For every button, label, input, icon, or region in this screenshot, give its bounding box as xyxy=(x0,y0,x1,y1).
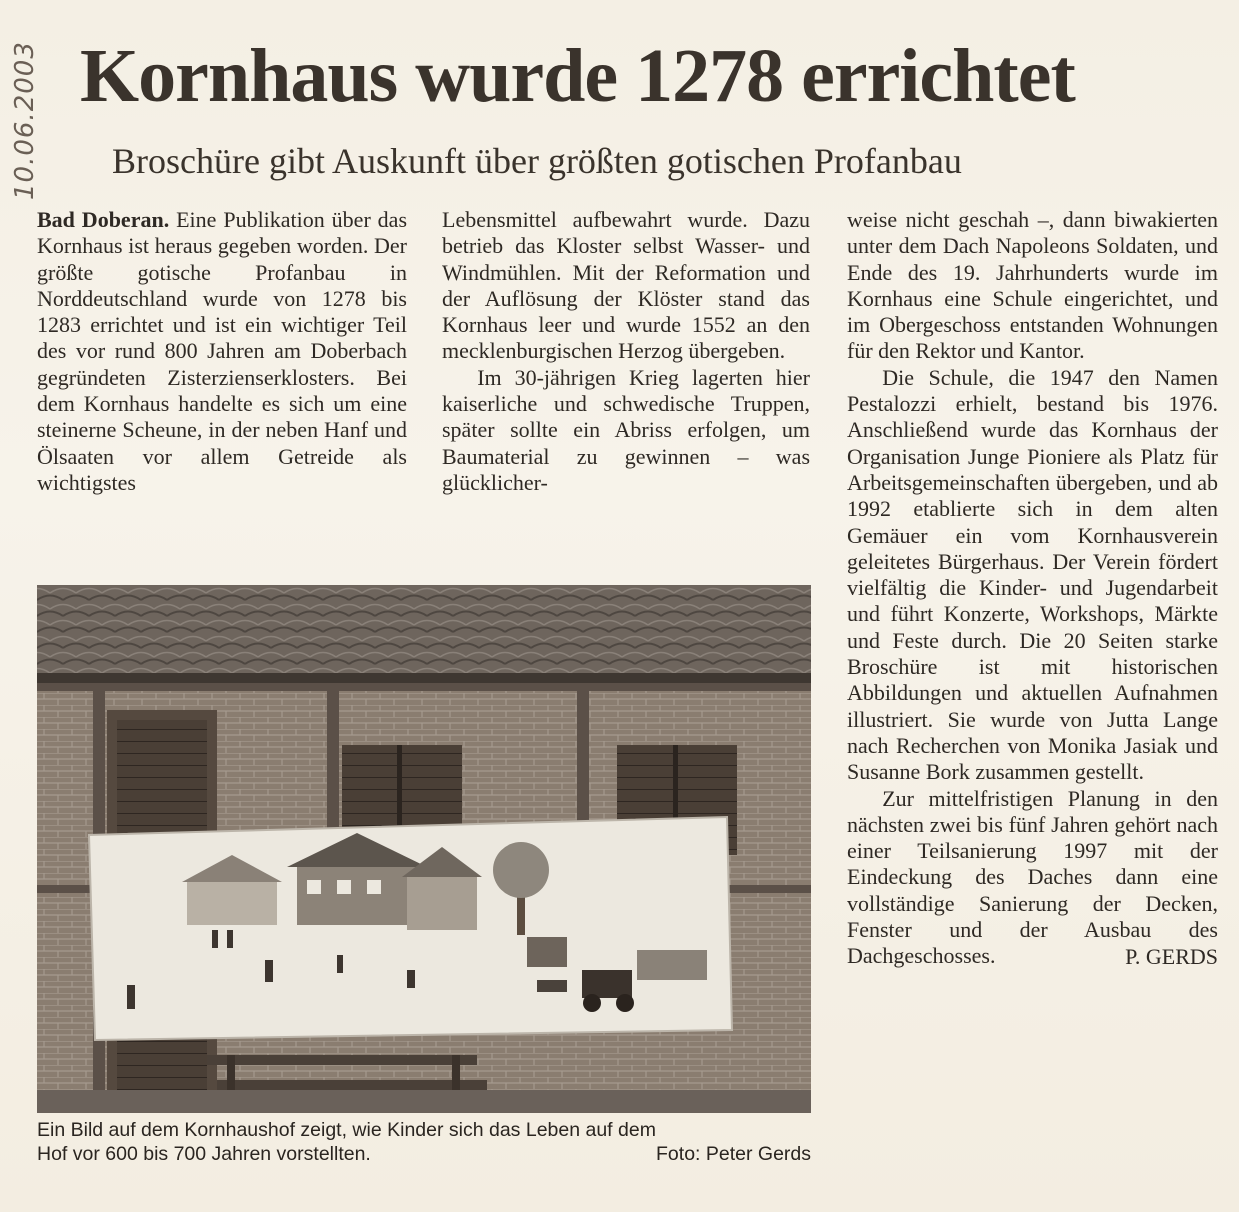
article-paragraph: Die Schule, die 1947 den Namen Pestalozzi erhielt, bestand bis 1976. Anschließend wurde das Kornhaus der Organisation Junge Pioniere als Platz für Arbeitsgemeinschaften übergeben, und ab 1992 etablierte sich in dem alten Gemäuer ein vom Kornhausverein geleitetes Bürgerhaus. Der Verein fördert vielfältig die Kinder- und Jugendarbeit und führt Konzerte, Workshops, Märkte und Feste durch. Die 20 Seiten starke Broschüre ist mit historischen Abbildungen und aktuellen Aufnahmen illustriert. Sie wurde von Jutta Lange nach Recherchen von Monika Jasiak und Susanne Bork zusammen gestellt. xyxy=(847,364,1218,785)
headline: Kornhaus wurde 1278 errichtet xyxy=(80,34,1075,118)
author-byline: P. GERDS xyxy=(1125,943,1218,969)
article-paragraph: Zur mittelfristigen Planung in den nächsten zwei bis fünf Jahren gehört nach einer Teilsanierung 1997 mit der Eindeckung des Daches dann eine vollständige Sanierung der Decken, Fenster und der Ausbau des Dachgeschosses. xyxy=(847,785,1218,969)
photo-illustration xyxy=(37,585,811,1113)
dateline: Bad Doberan. xyxy=(37,207,170,232)
article-column-2 xyxy=(442,207,810,496)
caption-line: Hof vor 600 bis 700 Jahren vorstellten. xyxy=(37,1143,371,1165)
article-paragraph: weise nicht geschah –, dann biwakierten unter dem Dach Napoleons Soldaten, und Ende des 19. Jahrhunderts wurde im Kornhaus eine Schule eingerichtet, und im Obergeschoss entstanden Wohnungen für den Rektor und Kantor. xyxy=(847,207,1218,364)
article-paragraph: Lebensmittel aufbewahrt wurde. Dazu betrieb das Kloster selbst Wasser- und Windmühlen. Mit der Reformation und der Auflösung der Klöster stand das Kornhaus leer und wurde 1552 an den mecklenburgischen Herzog übergeben. xyxy=(442,207,810,364)
handwritten-date: 10.06.2003 xyxy=(10,41,40,200)
article-column-3 xyxy=(847,207,1218,970)
paragraph-text: Eine Publikation über das Kornhaus ist heraus gegeben worden. Der größte gotische Profanbau in Norddeutschland wurde von 1278 bis 1283 errichtet und ist ein wichtiger Teil des vor rund 800 Jahren am Doberbach gegründeten Zisterzienserklosters. Bei dem Kornhaus handelte es sich um eine steinerne Scheune, in der neben Hanf und Ölsaaten vor allem Getreide als wichtigstes xyxy=(37,207,408,495)
article-paragraph: Im 30-jährigen Krieg lagerten hier kaiserliche und schwedische Truppen, später sollte ein Abriss erfolgen, um Baumaterial zu gewinnen – was glücklicher- xyxy=(442,364,810,495)
article-paragraph xyxy=(37,207,407,496)
subheadline: Broschüre gibt Auskunft über größten gotischen Profanbau xyxy=(112,141,962,181)
article-column-1 xyxy=(37,207,407,496)
photo-credit: Foto: Peter Gerds xyxy=(656,1143,811,1165)
caption-line: Ein Bild auf dem Kornhaushof zeigt, wie Kinder sich das Leben auf dem xyxy=(37,1119,656,1141)
photo-caption xyxy=(37,1118,811,1166)
article-photo xyxy=(37,585,811,1113)
